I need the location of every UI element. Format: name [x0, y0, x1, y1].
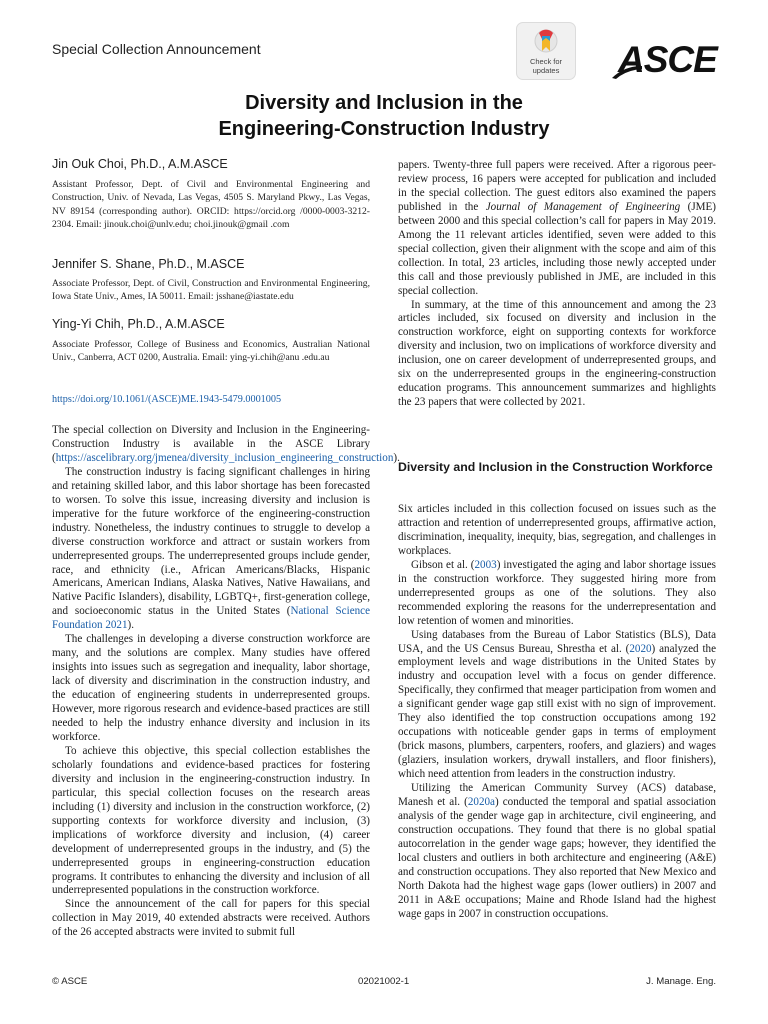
section-heading: Diversity and Inclusion in the Construction Workforce — [398, 460, 713, 474]
author-affiliation: Assistant Professor, Dept. of Civil and Environmental Engineering and Construction, Univ. of Nevada, Las Vegas, 4505 S. Maryland Pkwy., Las Vegas, NV 89154 (corresponding author). ORCID: https://orcid.org /0000-0003-3212-2304. Email: jinouk.choi@unlv.edu; choi.jinouk@gmail .com — [52, 179, 370, 231]
citation-link[interactable]: 2003 — [474, 558, 497, 571]
author-name: Ying-Yi Chih, Ph.D., A.M.ASCE — [52, 317, 225, 331]
title-line-2: Engineering-Construction Industry — [218, 118, 550, 140]
footer-copyright: © ASCE — [52, 976, 88, 987]
paragraph: Gibson et al. (2003) investigated the aging and labor shortage issues in the construction workforce. They suggested hiring more from underrepresented groups as one of the solutions. They also recommended exploring the reasons for the underrepresentation and low retention of women and minorities. — [398, 558, 716, 627]
crossmark-label-line2: updates — [532, 65, 560, 75]
paragraph: Using databases from the Bureau of Labor Statistics (BLS), Data USA, and the US Census Bureau, Shrestha et al. (2020) analyzed the employment levels and wage distributions in the United States by industry and occupation level with a focus on gender difference. Specifically, they confirmed that meager participation from women and a significant gender wage gap still exist with no sign of improvement. They also identified the top construction occupations among 192 occupations with noticeable gender gaps in terms of employment (brick masons, plumbers, carpenters, roofers, and glaziers) and wages (glaziers, insulation workers, drywall installers, and floor finishers), which need attention from leaders in the construction industry. — [398, 628, 716, 781]
section-type-label: Special Collection Announcement — [52, 41, 261, 57]
paragraph: To achieve this objective, this special collection establishes the scholarly foundations and evidence-based practices for fostering diversity and inclusion in the engineering-construction industry. In particular, this special collection focuses on the research areas including (1) diversity and inclusion in the construction workforce, (2) supporting contexts for workforce diversity and inclusion, (3) implications of workforce diversity and inclusion, (4) career development of underrepresented groups in the industry, and (5) the underrepresented groups in engineering-construction education programs. It contributes to enhancing the diversity and inclusion of all underrepresented populations in the construction workforce. — [52, 744, 370, 897]
right-column-section — [398, 503, 716, 922]
paragraph: The special collection on Diversity and Inclusion in the Engineering-Construction Industry is available in the ASCE Library (https://ascelibrary.org/jmenea/diversity_inclusion_engineering_construction). — [52, 424, 400, 464]
citation-link[interactable]: 2020a — [467, 796, 495, 809]
article-title — [0, 90, 768, 142]
footer-journal: J. Manage. Eng. — [646, 976, 716, 987]
paragraph: Utilizing the American Community Survey (ACS) database, Manesh et al. (2020a) conducted the temporal and spatial association analysis of the gender wage gap in architecture, civil engineering, and construction occupations. They found that there is no global spatial autocorrelation in the gender wage gaps; however, they identified the local clusters and outliers in both architecture and engineering (A&E) and construction occupations. They also reported that New Mexico and North Dakota had the highest wage gaps (lower outliers) in 2007 and 2011 in A&E occupations; Maine and Rhode Island had the highest wage gaps in 2007 in construction occupations. — [398, 782, 716, 920]
crossmark-icon — [533, 27, 559, 57]
right-column-intro — [398, 159, 716, 410]
author-name: Jennifer S. Shane, Ph.D., M.ASCE — [52, 257, 245, 271]
author-affiliation: Associate Professor, Dept. of Civil, Construction and Environmental Engineering, Iowa State Univ., Ames, IA 50011. Email: jsshane@iastate.edu — [52, 278, 370, 303]
title-line-1: Diversity and Inclusion in the — [245, 92, 523, 114]
collection-url-link[interactable]: https://ascelibrary.org/jmenea/diversity_inclusion_engineering_construction — [55, 451, 394, 464]
paragraph: papers. Twenty-three full papers were received. After a rigorous peer-review process, 16 papers were accepted for publication and included in the special collection. The guest editors also examined the papers published in the Journal of Management of Engineering (JME) between 2000 and this special collection’s call for papers in May 2019. Among the 11 relevant articles identified, seven were added to this special collection, given their alignment with the scope and aim of this collection. In total, 23 articles, including those newly accepted under this call and those previously published in JME, are included in this special collection. — [398, 159, 716, 297]
crossmark-label-line1: Check for — [529, 57, 563, 66]
author-affiliation: Associate Professor, College of Business and Economics, Australian National Univ., Canberra, ACT 0200, Australia. Email: ying-yi.chih@anu .edu.au — [52, 339, 370, 364]
paragraph: Six articles included in this collection focused on issues such as the attraction and retention of underrepresented groups, affirmative action, discrimination, inequality, inequity, bias, segregation, and challenges in workplaces. — [398, 503, 716, 557]
citation-link[interactable]: 2020 — [629, 642, 652, 655]
paragraph: In summary, at the time of this announcement and among the 23 articles included, six focused on diversity and inclusion in the construction workforce, eight on supporting contexts for workforce diversity and inclusion, two on implications of workforce diversity and inclusion, one on career development of underrepresented groups, and six on the underrepresented groups in the engineering-construction education programs. This announcement summarizes and highlights the 23 papers that were collected by 2021. — [398, 298, 716, 409]
paragraph: The construction industry is facing significant challenges in hiring and retaining skilled labor, and this labor shortage has been forecasted to worsen. To solve this issue, increasing diversity and inclusion is imperative for the future workforce of the engineering-construction industry. Nonetheless, the industry continues to struggle to develop a diverse construction workforce and attract or sustain workers from underrepresented groups. The underrepresented groups include gender, race, and ethnicity (i.e., African Americans/Blacks, Hispanic Americans, American Indians, Alaska Natives, Native Hawaiians, and Native Pacific Islanders), disability, LGBTQ+, first-generation college, and socioeconomic status in the United States (National Science Foundation 2021). — [52, 465, 371, 632]
author-name: Jin Ouk Choi, Ph.D., A.M.ASCE — [52, 157, 228, 171]
paragraph: The challenges in developing a diverse construction workforce are many, and the solutions are complex. Many studies have offered insights into issues such as segregation and inequality, labor shortage, lack of diversity and discrimination in the construction industry, and the education of engineering students in underrepresented groups. However, more rigorous research and evidence-based practices are still needed to help the industry enhance diversity and inclusion in its workforce. — [52, 633, 370, 743]
check-for-updates-badge[interactable] — [516, 22, 576, 80]
paragraph: Since the announcement of the call for papers for this special collection in May 2019, 40 extended abstracts were received. Authors of the 26 accepted abstracts were invited to submit full — [52, 898, 370, 939]
left-column-body — [52, 424, 400, 940]
logo-text: ASCE — [618, 39, 717, 80]
asce-logo — [612, 40, 718, 80]
journal-name: Journal of Management of Engineering — [485, 200, 681, 213]
footer-page-id: 02021002-1 — [358, 976, 410, 987]
citation-link[interactable]: National Science Foundation 2021 — [52, 605, 371, 632]
doi-link[interactable]: https://doi.org/10.1061/(ASCE)ME.1943-5479.0001005 — [52, 394, 282, 405]
